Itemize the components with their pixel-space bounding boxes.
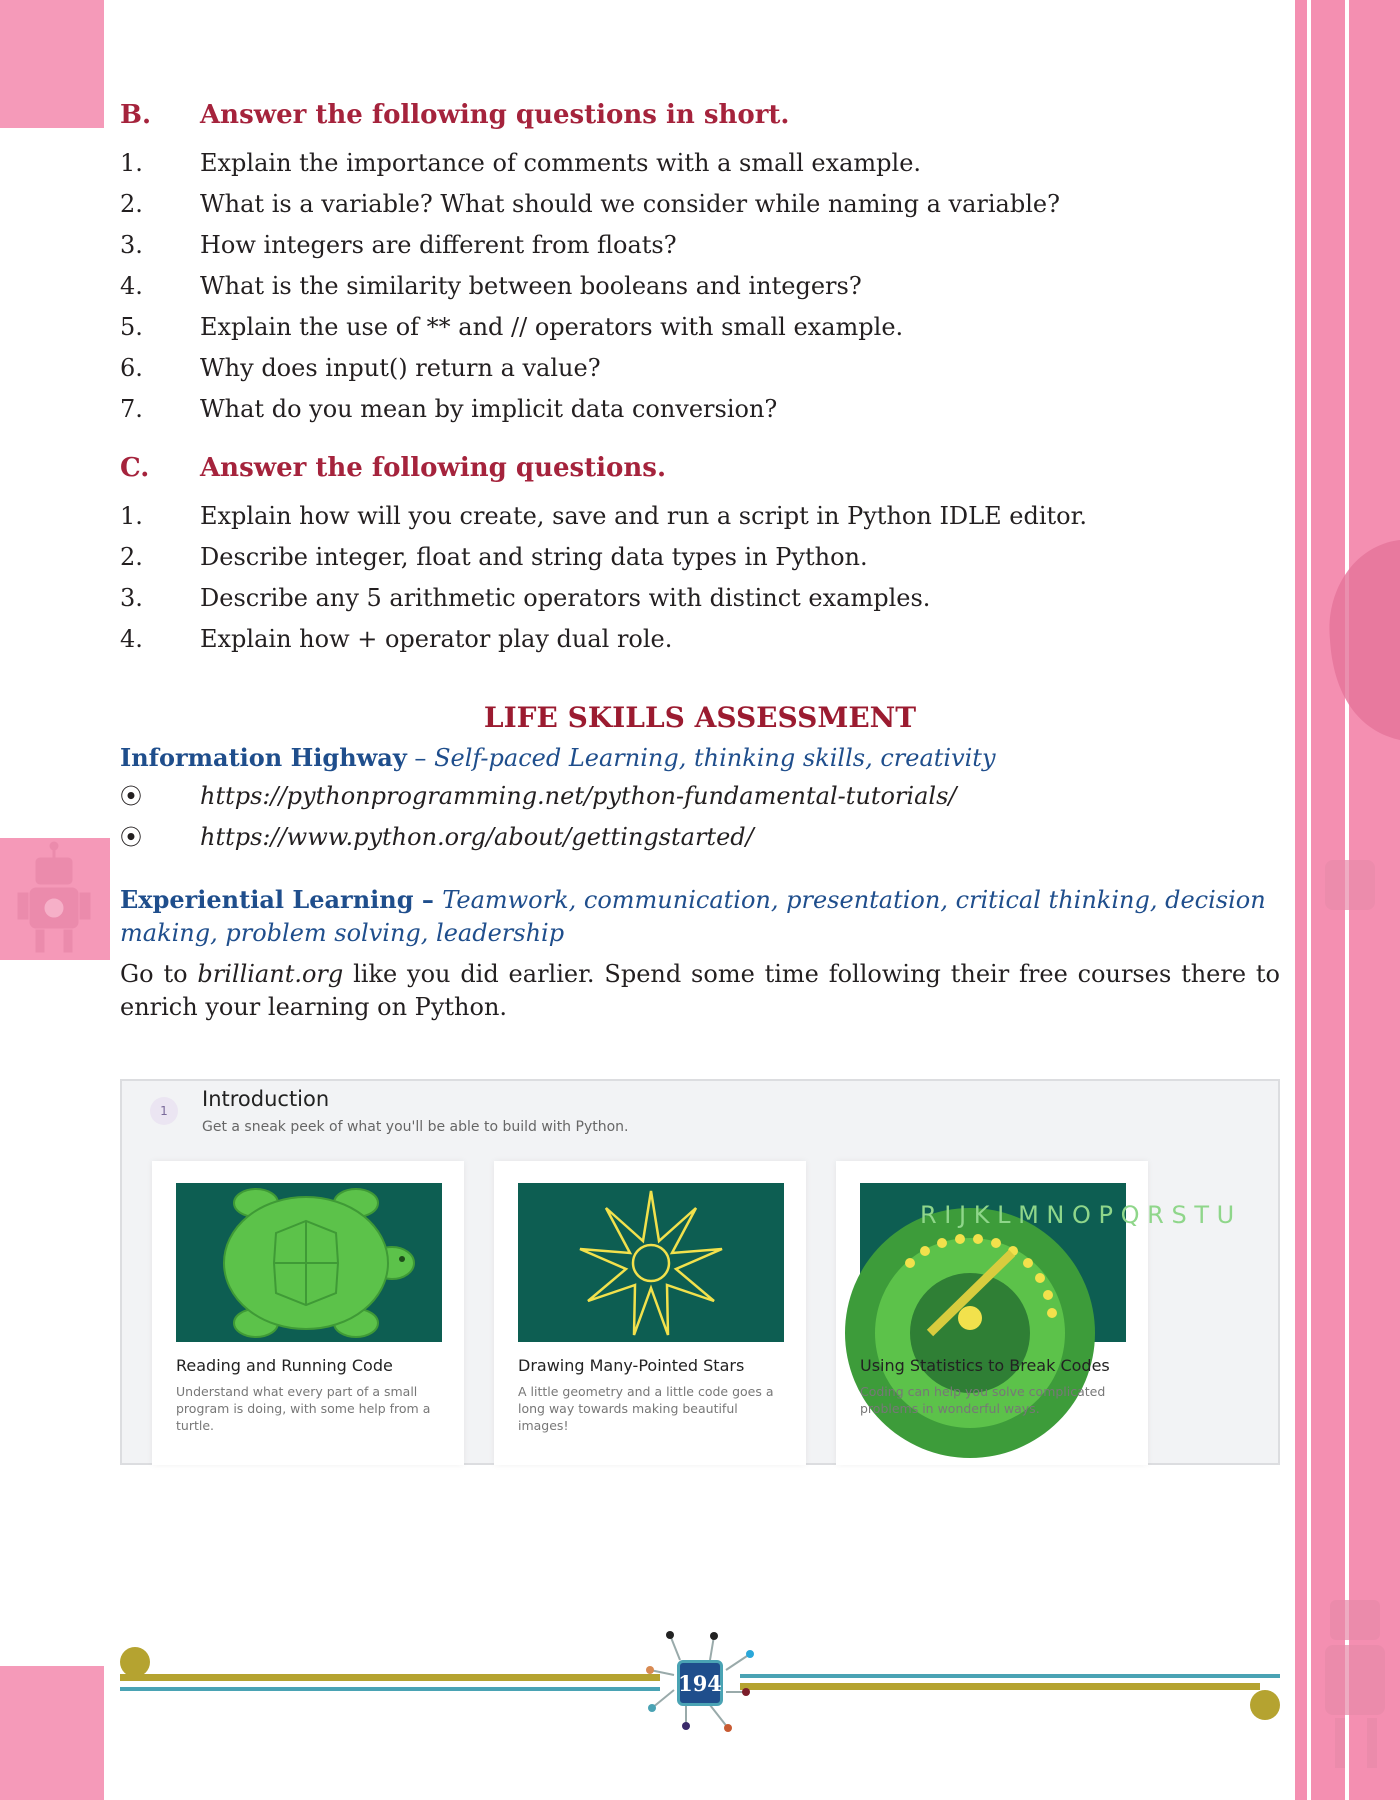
link-item xyxy=(120,816,1280,857)
course-intro-title: Introduction xyxy=(202,1087,330,1111)
main-content xyxy=(120,100,1280,1024)
course-card[interactable] xyxy=(836,1161,1235,1465)
question-number: 2. xyxy=(120,189,143,218)
cipher-dial-image xyxy=(860,1183,1235,1342)
list-item xyxy=(120,347,1280,388)
bullet-icon: ⦿ xyxy=(120,826,143,851)
list-item xyxy=(120,495,1280,536)
question-text: Explain how + operator play dual role. xyxy=(200,624,673,653)
star-image xyxy=(518,1183,784,1342)
course-card-title: Drawing Many-Pointed Stars xyxy=(518,1356,745,1375)
experiential-learning-skills: Teamwork, communication, presentation, critical thinking, decision making, problem solving, leadership xyxy=(120,886,1266,947)
section-b-title: Answer the following questions in short. xyxy=(200,100,790,130)
course-card-title: Reading and Running Code xyxy=(176,1356,393,1375)
question-number: 6. xyxy=(120,353,143,382)
paragraph-text: Go to xyxy=(120,960,198,988)
information-highway-heading xyxy=(120,741,1280,775)
list-item xyxy=(120,306,1280,347)
section-c-heading xyxy=(120,453,1280,495)
dial-letters: R I J K L M N O P Q R S T U xyxy=(920,1201,1235,1229)
footer-line xyxy=(740,1683,1260,1690)
lesson-number-badge: 1 xyxy=(150,1097,178,1125)
section-c-questions xyxy=(120,495,1280,659)
question-text: Explain the importance of comments with a small example. xyxy=(200,148,922,177)
question-number: 2. xyxy=(120,542,143,571)
section-c-title: Answer the following questions. xyxy=(200,453,666,483)
course-card[interactable] xyxy=(494,1161,806,1465)
footer-line xyxy=(120,1687,660,1691)
resource-link[interactable]: https://pythonprogramming.net/python-fundamental-tutorials/ xyxy=(200,781,957,810)
paragraph-text: like you did earlier. Spend some time following their free courses there to enrich your learning on Python. xyxy=(120,960,1280,1021)
list-item xyxy=(120,265,1280,306)
question-text: Explain how will you create, save and run a script in Python IDLE editor. xyxy=(200,501,1088,530)
course-card-description: Understand what every part of a small program is doing, with some help from a turtle. xyxy=(176,1384,431,1433)
separator: – xyxy=(406,744,435,772)
course-card-title: Using Statistics to Break Codes xyxy=(860,1356,1110,1375)
question-number: 3. xyxy=(120,583,143,612)
corner-decoration-bottom xyxy=(0,1666,104,1800)
bullet-icon: ⦿ xyxy=(120,785,143,810)
list-item xyxy=(120,577,1280,618)
section-b-questions xyxy=(120,142,1280,429)
question-number: 1. xyxy=(120,501,143,530)
question-text: Describe integer, float and string data types in Python. xyxy=(200,542,868,571)
course-screenshot xyxy=(120,1079,1280,1465)
robot-icon xyxy=(0,838,110,960)
question-number: 4. xyxy=(120,624,143,653)
list-item xyxy=(120,536,1280,577)
experiential-learning-heading xyxy=(120,883,1280,950)
question-text: What is a variable? What should we consider while naming a variable? xyxy=(200,189,1060,218)
turtle-icon xyxy=(176,1183,442,1342)
separator: – xyxy=(413,885,443,914)
turtle-image xyxy=(176,1183,442,1342)
question-text: Explain the use of ** and // operators with small example. xyxy=(200,312,904,341)
footer-line xyxy=(740,1674,1280,1678)
question-number: 1. xyxy=(120,148,143,177)
course-intro-subtitle: Get a sneak peek of what you'll be able to build with Python. xyxy=(202,1119,629,1135)
list-item xyxy=(120,388,1280,429)
section-b-heading xyxy=(120,100,1280,142)
question-number: 3. xyxy=(120,230,143,259)
robot-decoration xyxy=(0,838,110,960)
link-item xyxy=(120,775,1280,816)
circuit-brain-icon xyxy=(1295,0,1400,1800)
course-card-description: A little geometry and a little code goes a long way towards making beautiful images! xyxy=(518,1384,774,1433)
question-text: Describe any 5 arithmetic operators with distinct examples. xyxy=(200,583,931,612)
site-name: brilliant.org xyxy=(197,960,344,988)
footer-dot-left xyxy=(120,1647,150,1677)
list-item xyxy=(120,224,1280,265)
question-text: What do you mean by implicit data conversion? xyxy=(200,394,778,423)
section-c-letter: C. xyxy=(120,453,150,483)
question-number: 4. xyxy=(120,271,143,300)
section-b-letter: B. xyxy=(120,100,152,130)
corner-decoration-top xyxy=(0,0,104,128)
information-highway-label: Information Highway xyxy=(120,743,407,772)
question-text: How integers are different from floats? xyxy=(200,230,677,259)
course-card[interactable] xyxy=(152,1161,464,1465)
course-card-description: Coding can help you solve complicated problems in wonderful ways. xyxy=(860,1384,1106,1416)
footer-line xyxy=(120,1674,660,1681)
question-number: 5. xyxy=(120,312,143,341)
list-item xyxy=(120,183,1280,224)
life-skills-title: LIFE SKILLS ASSESSMENT xyxy=(483,701,917,734)
list-item xyxy=(120,142,1280,183)
information-highway-skills: Self-paced Learning, thinking skills, creativity xyxy=(434,744,996,772)
page-number: 194 xyxy=(677,1660,723,1706)
footer-dot-right xyxy=(1250,1690,1280,1720)
star-icon xyxy=(518,1183,784,1342)
right-decorative-strip xyxy=(1295,0,1400,1800)
question-text: Why does input() return a value? xyxy=(200,353,601,382)
question-number: 7. xyxy=(120,394,143,423)
instruction-paragraph xyxy=(120,958,1280,1024)
question-text: What is the similarity between booleans and integers? xyxy=(200,271,862,300)
resource-link[interactable]: https://www.python.org/about/gettingstarted/ xyxy=(200,822,754,851)
cipher-dial-icon xyxy=(860,1183,1235,1342)
list-item xyxy=(120,618,1280,659)
experiential-learning-label: Experiential Learning xyxy=(120,885,414,914)
